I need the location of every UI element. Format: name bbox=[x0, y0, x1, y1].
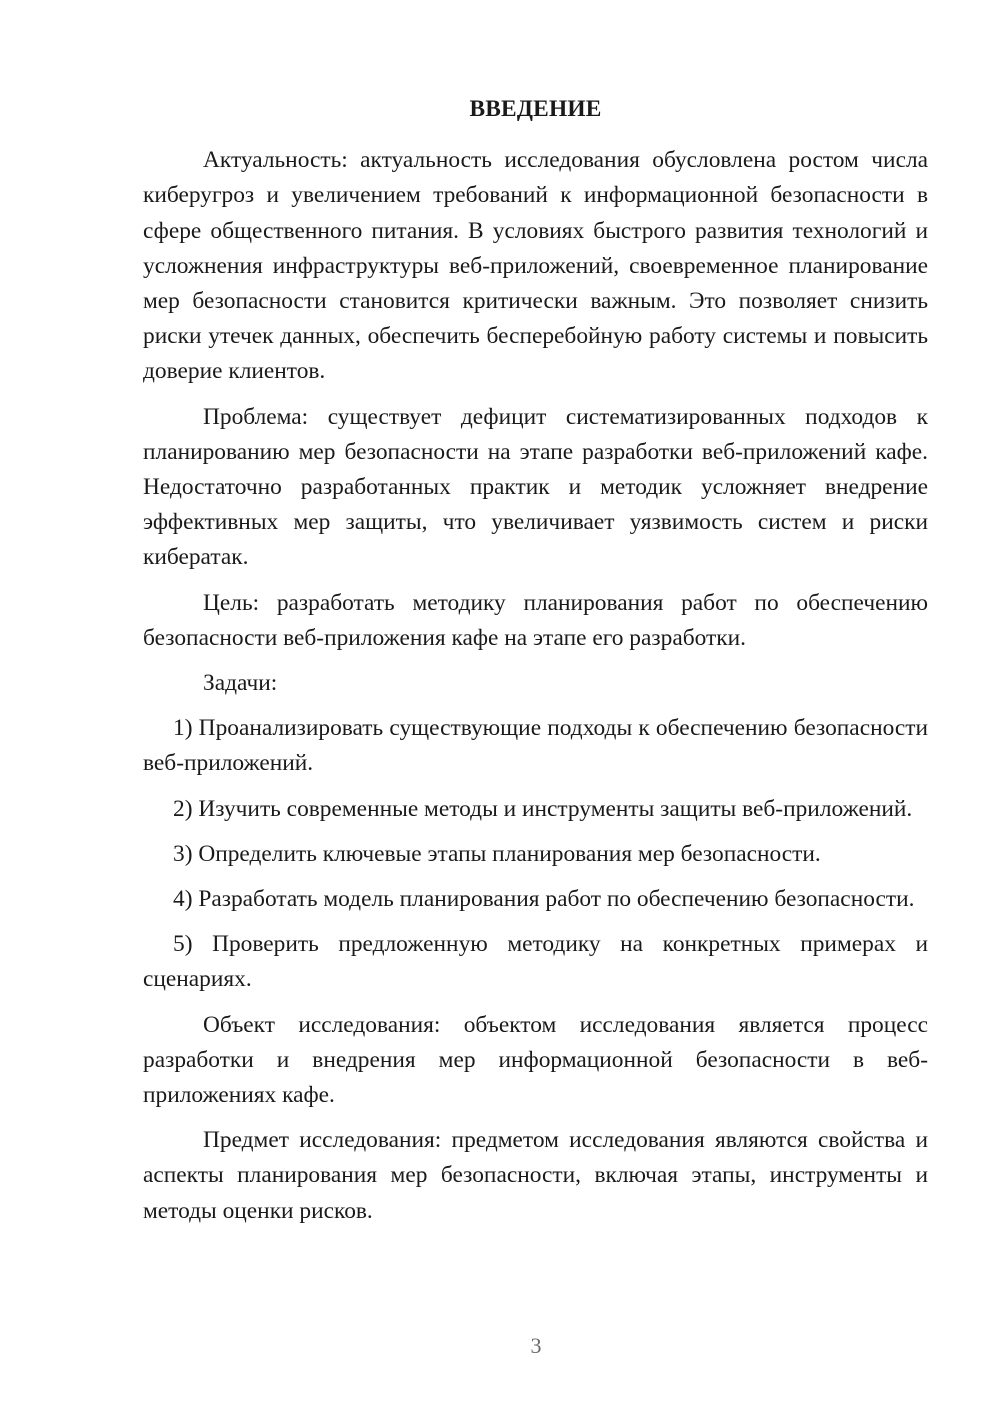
paragraph-problem: Проблема: существует дефицит систематизированных подходов к планированию мер безопасности на этапе разработки веб-приложений кафе. Недостаточно разработанных практик и методик усложняет внедрение эффективных мер защиты, что увеличивает уязвимость систем и риски кибератак. bbox=[143, 403, 928, 571]
task-item-3: 3) Определить ключевые этапы планирования мер безопасности. bbox=[173, 840, 821, 867]
paragraph-tasks-label: Задачи: bbox=[203, 670, 278, 697]
document-body bbox=[143, 92, 928, 1239]
page-number: 3 bbox=[530, 1333, 542, 1358]
task-item-5: 5) Проверить предложенную методику на конкретных примерах и сценариях. bbox=[143, 931, 928, 993]
paragraph-relevance: Актуальность: актуальность исследования обусловлена ростом числа киберугроз и увеличением требований к информационной безопасности в сфере общественного питания. В условиях быстрого развития технологий и усложнения инфраструктуры веб-приложений, своевременное планирование мер безопасности становится критически важным. Это позволяет снизить риски утечек данных, обеспечить бесперебойную работу системы и повысить доверие клиентов. bbox=[143, 147, 928, 385]
task-item-1: 1) Проанализировать существующие подходы к обеспечению безопасности веб-приложений. bbox=[143, 715, 928, 777]
paragraph-goal: Цель: разработать методику планирования работ по обеспечению безопасности веб-приложения кафе на этапе его разработки. bbox=[143, 589, 928, 651]
paragraph-subject: Предмет исследования: предметом исследования являются свойства и аспекты планирования мер безопасности, включая этапы, инструменты и методы оценки рисков. bbox=[143, 1127, 928, 1224]
section-heading: ВВЕДЕНИЕ bbox=[469, 96, 602, 122]
task-item-4: 4) Разработать модель планирования работ по обеспечению безопасности. bbox=[173, 886, 915, 913]
task-item-2: 2) Изучить современные методы и инструменты защиты веб-приложений. bbox=[173, 795, 913, 822]
paragraph-object: Объект исследования: объектом исследования является процесс разработки и внедрения мер информационной безопасности в веб-приложениях кафе. bbox=[143, 1011, 928, 1109]
